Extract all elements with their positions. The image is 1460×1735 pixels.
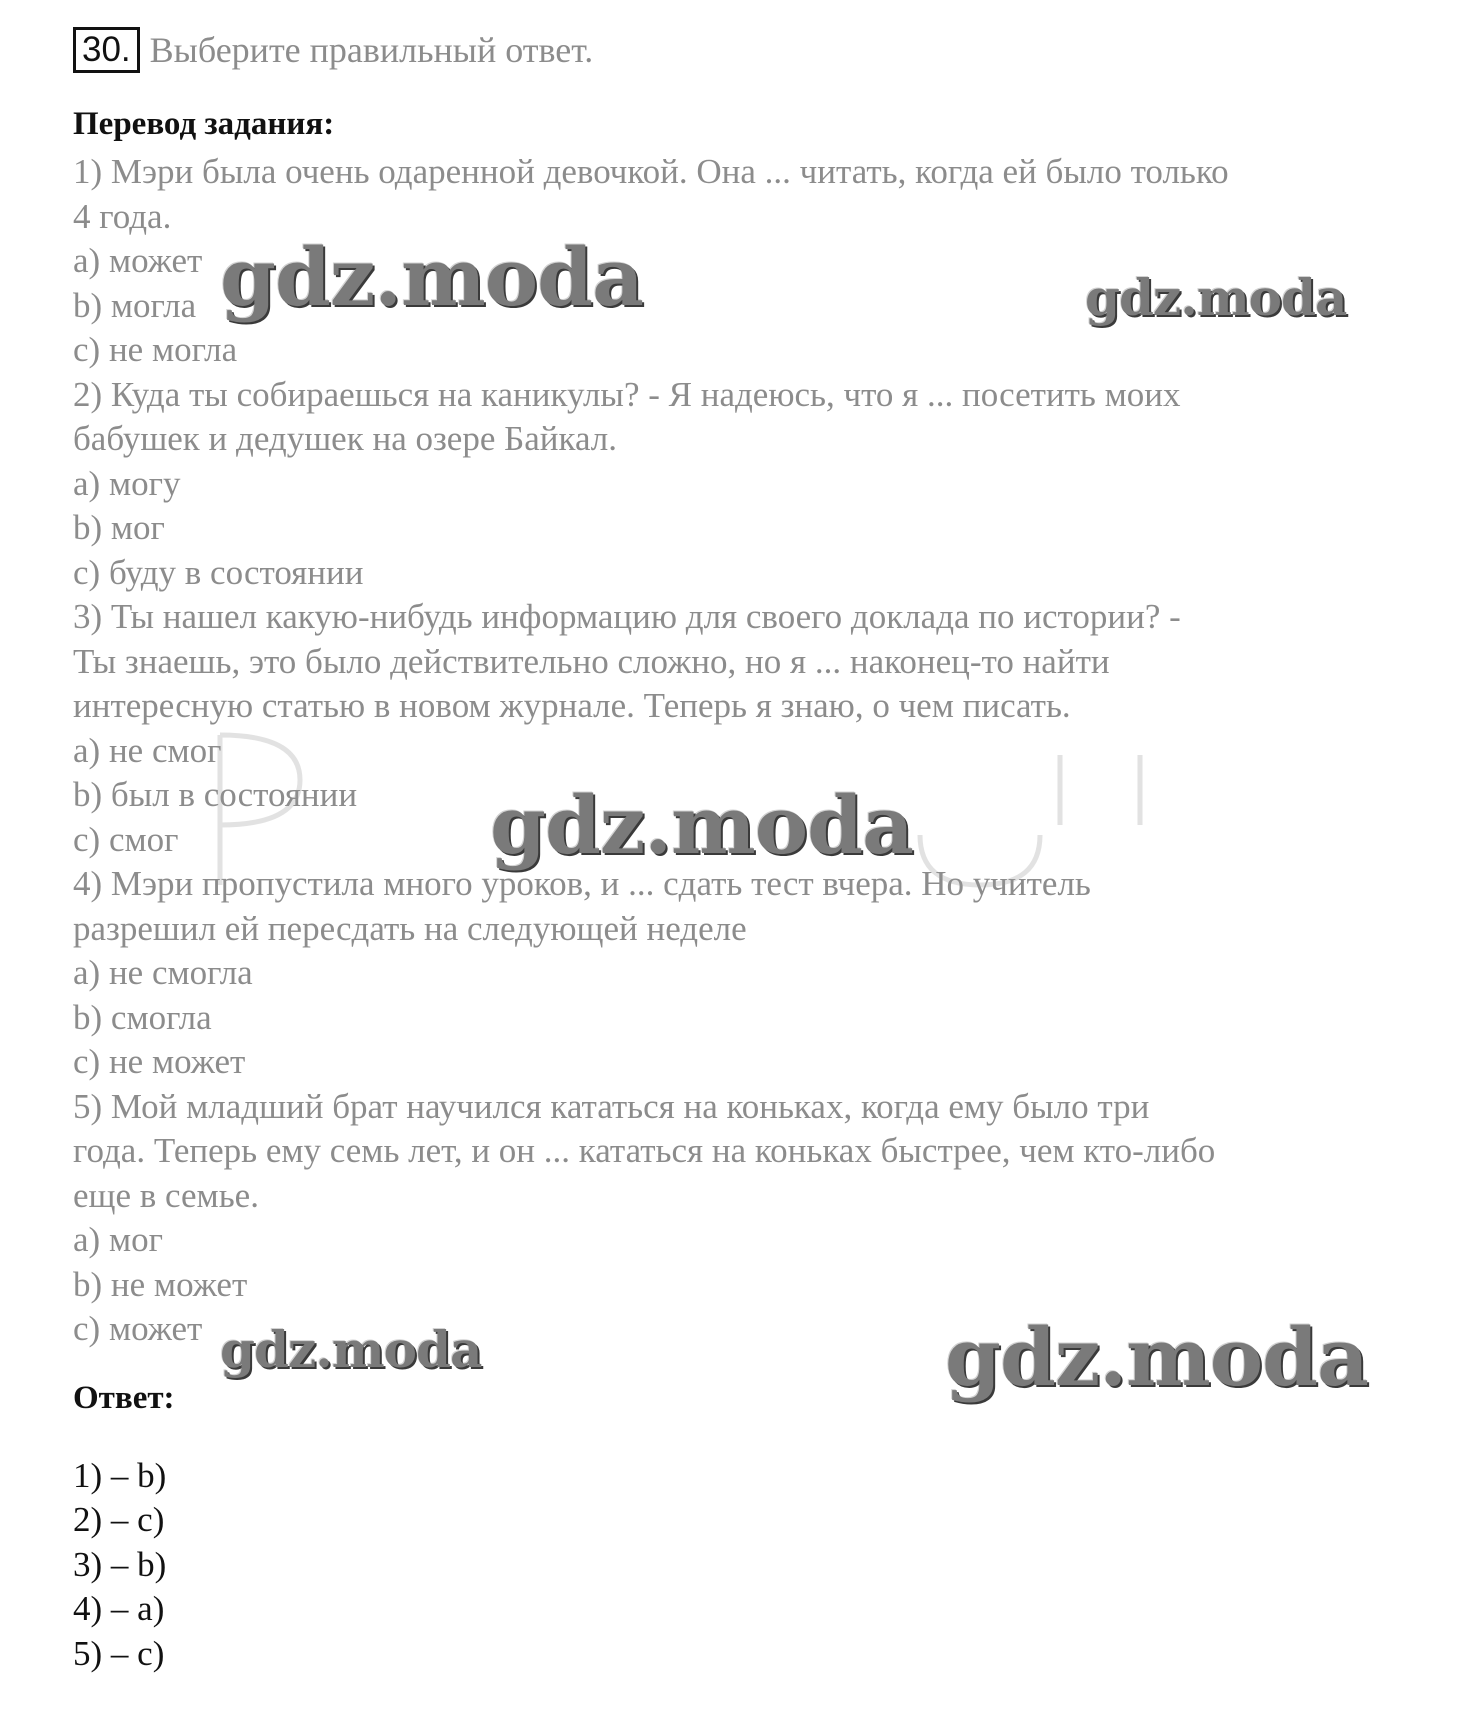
option-line: c) не может (73, 1042, 246, 1081)
answer-line: 4) – a) (73, 1589, 165, 1628)
text-line: Ты знаешь, это было действительно сложно, но я ... наконец-то найти (73, 641, 1110, 681)
text-line: 4) Мэри пропустила много уроков, и ... сдать тест вчера. Но учитель (73, 864, 1091, 903)
option-line: c) не могла (73, 330, 238, 369)
task-number: 30. (73, 27, 140, 73)
option-line: c) буду в состоянии (73, 552, 364, 592)
text-line: интересную статью в новом журнале. Теперь я знаю, о чем писать. (73, 686, 1071, 725)
watermark-logo: gdz.moda (945, 1310, 1368, 1404)
option-line: b) мог (73, 508, 165, 547)
task-instruction: Выберите правильный ответ. (149, 30, 594, 70)
text-line: 1) Мэри была очень одаренной девочкой. Она ... читать, когда ей было только (73, 152, 1229, 191)
option-line: b) не может (73, 1264, 248, 1304)
answer-list (73, 1454, 1393, 1677)
text-line: разрешил ей пересдать на следующей неделе (73, 908, 747, 948)
answer-line: 2) – c) (73, 1500, 165, 1539)
answer-line: 1) – b) (73, 1455, 167, 1495)
text-line: бабушек и дедушек на озере Байкал. (73, 419, 618, 458)
text-line: 5) Мой младший брат научился кататься на коньках, когда ему было три (73, 1086, 1150, 1126)
option-line: b) смогла (73, 997, 212, 1037)
text-line: 4 года. (73, 196, 172, 236)
text-line: 2) Куда ты собираешься на каникулы? - Я надеюсь, что я ... посетить моих (73, 374, 1181, 414)
option-line: a) мог (73, 1220, 163, 1259)
text-line: еще в семье. (73, 1175, 259, 1215)
option-line: b) могла (73, 285, 197, 325)
option-line: a) могу (73, 463, 181, 503)
watermark-logo: gdz.moda (1085, 268, 1347, 327)
task-header (73, 22, 1393, 78)
answer-line: 5) – c) (73, 1633, 165, 1673)
watermark-logo: gdz.moda (220, 1320, 482, 1379)
answer-line: 3) – b) (73, 1544, 167, 1584)
text-line: 3) Ты нашел какую-нибудь информацию для своего доклада по истории? - (73, 597, 1181, 636)
option-line: c) может (73, 1309, 203, 1348)
answer-title: Ответ: (73, 1379, 175, 1416)
option-line: a) не смог (73, 730, 222, 770)
translation-title: Перевод задания: (73, 106, 335, 142)
option-line: a) может (73, 241, 203, 280)
option-line: b) был в состоянии (73, 775, 358, 814)
watermark-logo: gdz.moda (220, 230, 643, 324)
option-line: a) не смогла (73, 953, 253, 992)
text-line: года. Теперь ему семь лет, и он ... кататься на коньках быстрее, чем кто-либо (73, 1131, 1216, 1170)
option-line: c) смог (73, 819, 179, 859)
watermark-logo: gdz.moda (490, 778, 913, 872)
